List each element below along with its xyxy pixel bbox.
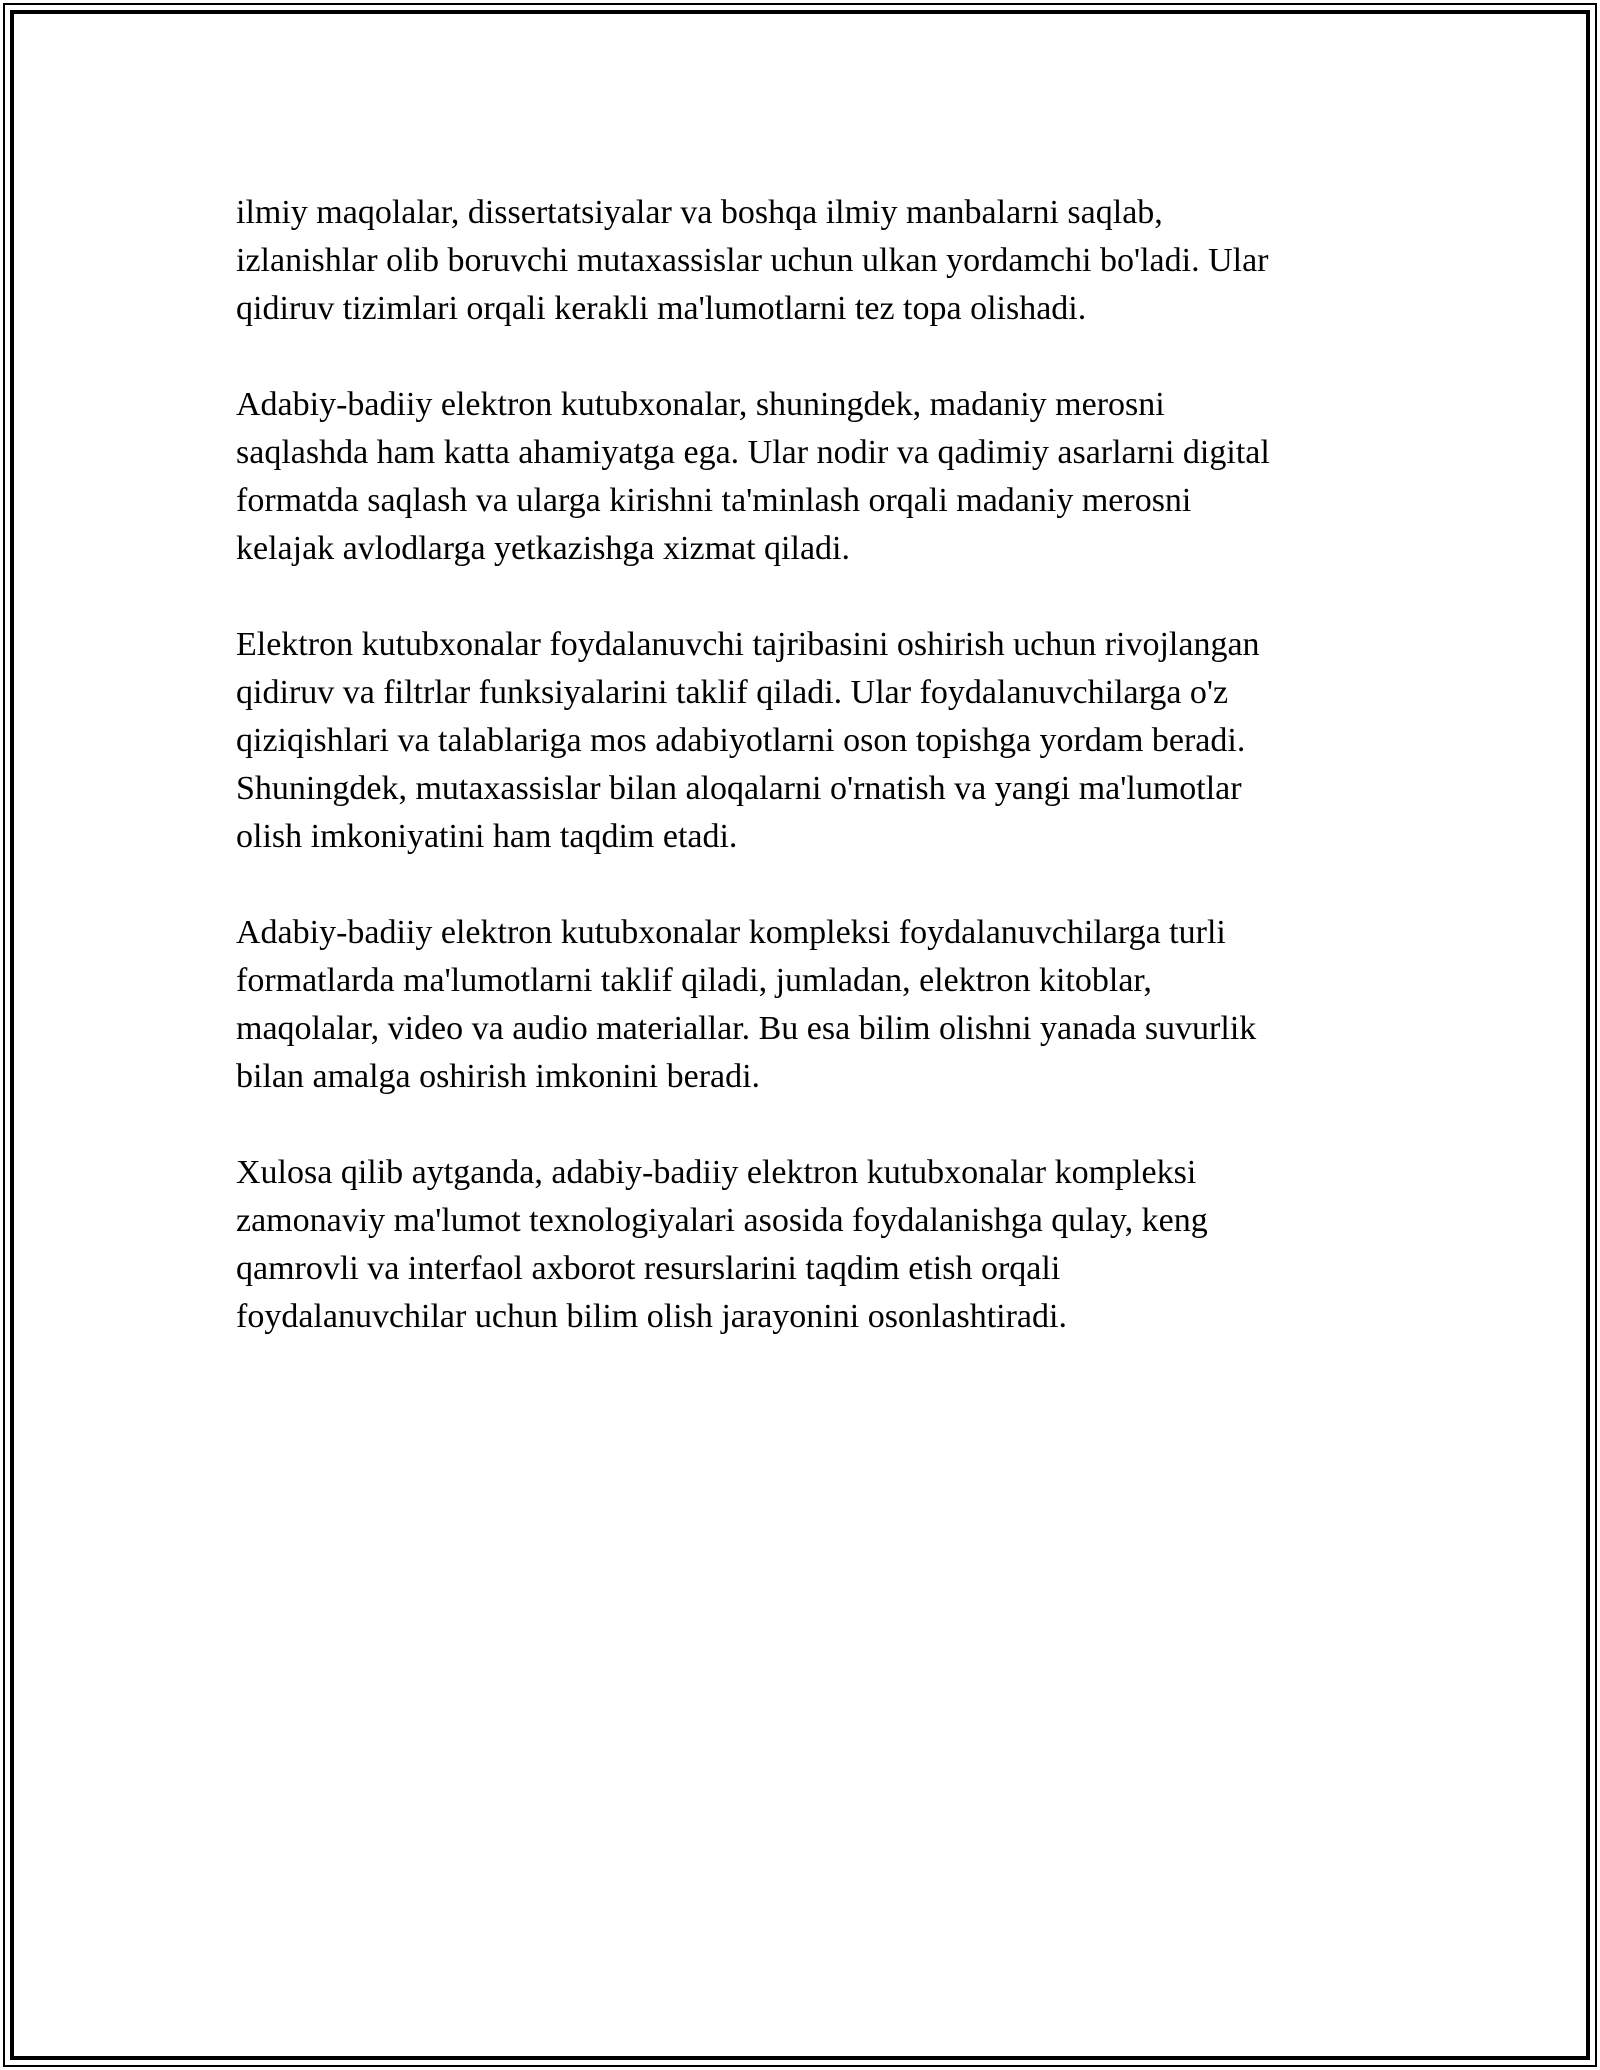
text-line: bilan amalga oshirish imkonini beradi. <box>236 1058 761 1095</box>
text-line: saqlashda ham katta ahamiyatga ega. Ular nodir va qadimiy asarlarni digital <box>236 434 1270 471</box>
text-line: olish imkoniyatini ham taqdim etadi. <box>236 818 738 855</box>
text-line: ilmiy maqolalar, dissertatsiyalar va boshqa ilmiy manbalarni saqlab, <box>236 194 1163 231</box>
text-line: formatlarda ma'lumotlarni taklif qiladi, jumladan, elektron kitoblar, <box>236 962 1152 999</box>
text-line: Adabiy-badiiy elektron kutubxonalar, shuningdek, madaniy merosni <box>236 386 1165 423</box>
paragraph-1 <box>236 189 1376 333</box>
text-line: kelajak avlodlarga yetkazishga xizmat qiladi. <box>236 530 850 567</box>
text-line: izlanishlar olib boruvchi mutaxassislar uchun ulkan yordamchi bo'ladi. Ular <box>236 242 1269 279</box>
paragraph-2 <box>236 381 1376 573</box>
paragraph-5 <box>236 1149 1376 1341</box>
document-body-text <box>236 189 1376 1389</box>
text-line: Shuningdek, mutaxassislar bilan aloqalarni o'rnatish va yangi ma'lumotlar <box>236 770 1242 807</box>
text-line: qiziqishlari va talablariga mos adabiyotlarni oson topishga yordam beradi. <box>236 722 1246 759</box>
text-line: Adabiy-badiiy elektron kutubxonalar kompleksi foydalanuvchilarga turli <box>236 914 1226 951</box>
text-line: foydalanuvchilar uchun bilim olish jarayonini osonlashtiradi. <box>236 1298 1067 1335</box>
text-line: qamrovli va interfaol axborot resurslarini taqdim etish orqali <box>236 1250 1061 1287</box>
text-line: zamonaviy ma'lumot texnologiyalari asosida foydalanishga qulay, keng <box>236 1202 1208 1239</box>
text-line: Elektron kutubxonalar foydalanuvchi tajribasini oshirish uchun rivojlangan <box>236 626 1260 663</box>
text-line: formatda saqlash va ularga kirishni ta'minlash orqali madaniy merosni <box>236 482 1192 519</box>
text-line: qidiruv tizimlari orqali kerakli ma'lumotlarni tez topa olishadi. <box>236 290 1087 327</box>
text-line: Xulosa qilib aytganda, adabiy-badiiy elektron kutubxonalar kompleksi <box>236 1154 1197 1191</box>
paragraph-4 <box>236 909 1376 1101</box>
text-line: qidiruv va filtrlar funksiyalarini taklif qiladi. Ular foydalanuvchilarga o'z <box>236 674 1229 711</box>
paragraph-3 <box>236 621 1376 861</box>
text-line: maqolalar, video va audio materiallar. Bu esa bilim olishni yanada suvurlik <box>236 1010 1257 1047</box>
